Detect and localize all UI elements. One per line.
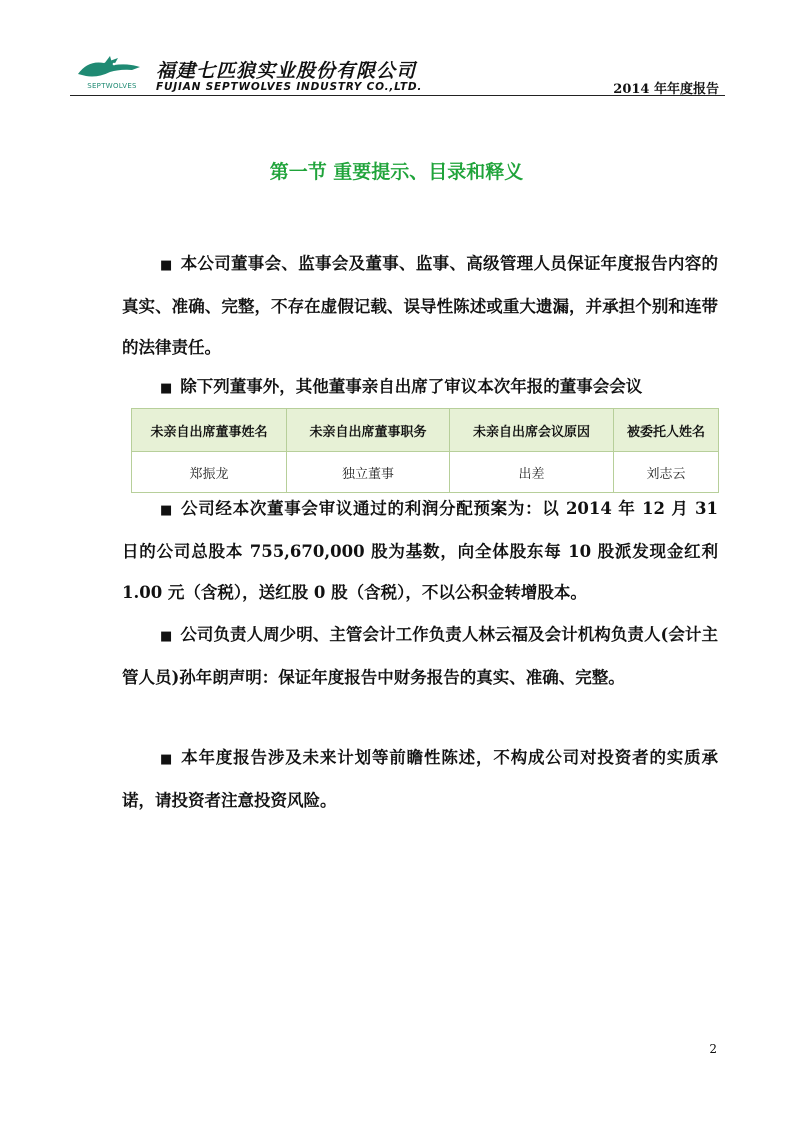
bullet-square-icon: ■ [160,381,173,396]
company-name-en: FUJIAN SEPTWOLVES INDUSTRY CO.,LTD. [156,81,423,93]
table-cell: 刘志云 [614,452,719,493]
table-header-row [132,409,719,452]
paragraph-attendance [122,366,718,409]
attendance-table [131,408,719,493]
report-label: 2014 年年度报告 [613,82,719,97]
paragraph-text: 除下列董事外，其他董事亲自出席了审议本次年报的董事会会议 [180,377,643,396]
column-header: 被委托人姓名 [614,409,719,452]
table-cell: 出差 [450,452,614,493]
paragraph-text: 公司经本次董事会审议通过的利润分配预案为：以 2014 年 12 月 31 日的公司总股本 755,670,000 股为基数，向全体股东每 10 股派发现金红利 1.00 元（含税），送红股 0 股（含税），不以公积金转增股本。 [122,499,718,602]
section-title: 第一节 重要提示、目录和释义 [269,161,524,183]
page-header [70,52,723,98]
bullet-square-icon: ■ [160,258,173,273]
logo-wordmark: SEPTWOLVES [87,82,137,90]
paragraph-text: 本公司董事会、监事会及董事、监事、高级管理人员保证年度报告内容的真实、准确、完整，不存在虚假记载、误导性陈述或重大遗漏，并承担个别和连带的法律责任。 [122,254,718,357]
column-header: 未亲自出席会议原因 [450,409,614,452]
bullet-square-icon: ■ [160,503,173,518]
company-name-cn: 福建七匹狼实业股份有限公司 [156,60,417,82]
bullet-square-icon: ■ [160,752,174,767]
column-header: 未亲自出席董事职务 [287,409,450,452]
wolf-icon [74,54,146,84]
page-number: 2 [709,1042,717,1056]
table-cell: 郑振龙 [132,452,287,493]
paragraph-text: 本年度报告涉及未来计划等前瞻性陈述，不构成公司对投资者的实质承诺，请投资者注意投资风险。 [122,748,718,810]
paragraph-profit-distribution [122,488,718,613]
table-row [132,452,719,493]
paragraph-forward-looking [122,737,718,821]
header-divider [70,95,725,96]
table-cell: 独立董事 [287,452,450,493]
paragraph-responsibility [122,243,718,368]
bullet-square-icon: ■ [160,629,173,644]
paragraph-text: 公司负责人周少明、主管会计工作负责人林云福及会计机构负责人(会计主管人员)孙年朗声明：保证年度报告中财务报告的真实、准确、完整。 [122,625,718,687]
paragraph-financial-statement [122,614,718,698]
septwolves-logo [74,54,146,96]
column-header: 未亲自出席董事姓名 [132,409,287,452]
